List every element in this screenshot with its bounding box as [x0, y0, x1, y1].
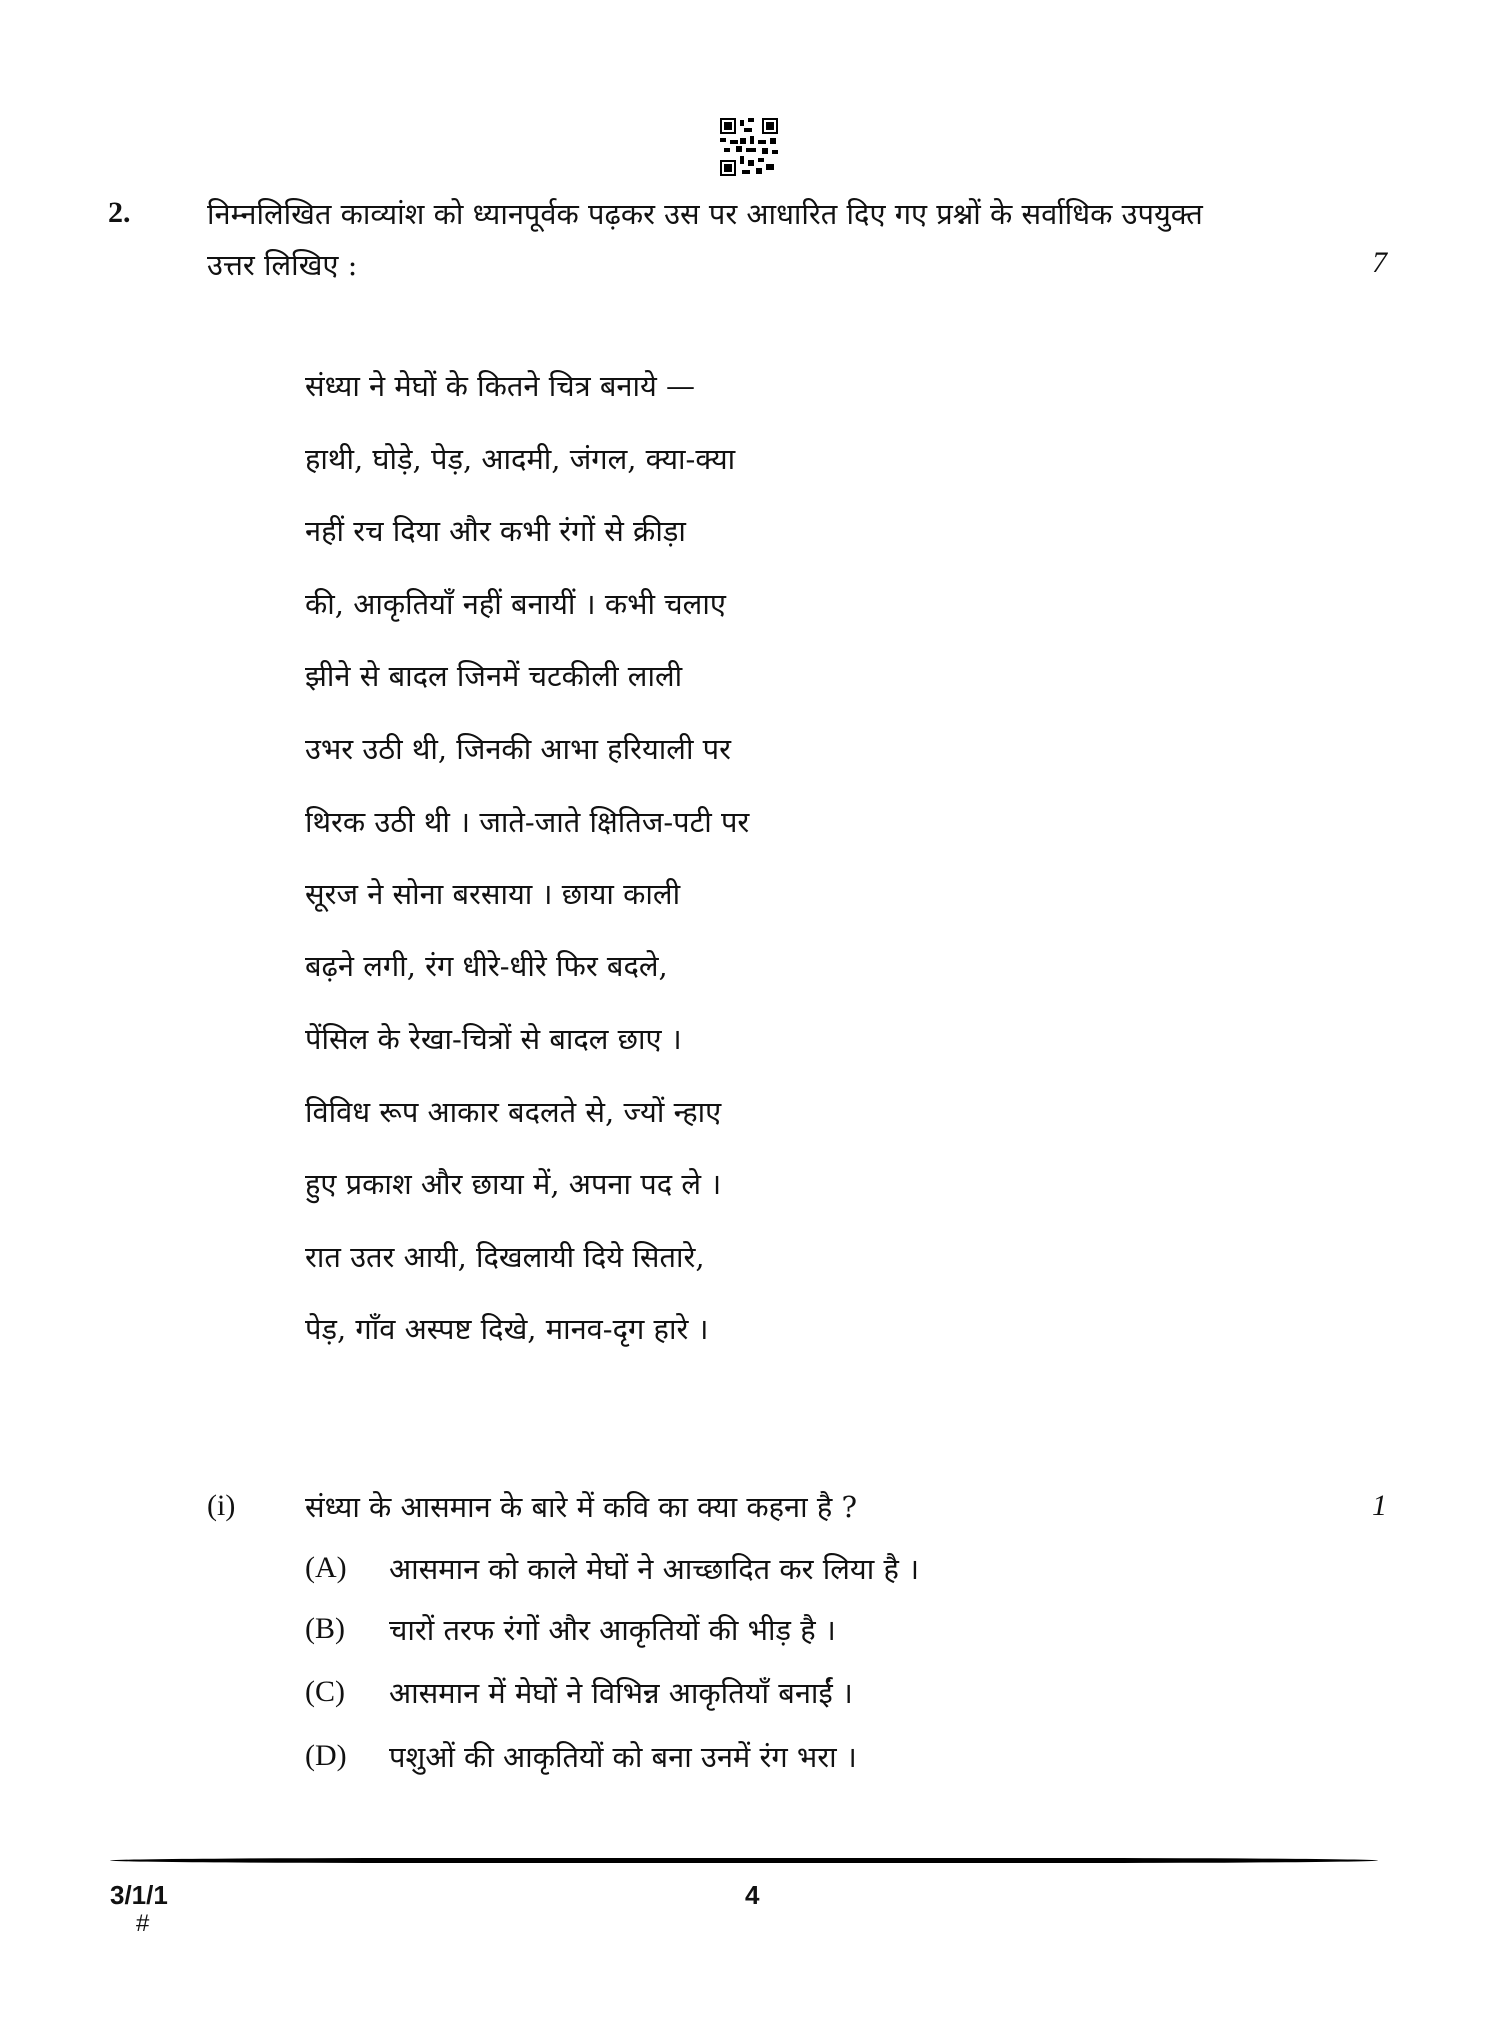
option-text: आसमान में मेघों ने विभिन्न आकृतियाँ बनाईं ।: [389, 1676, 853, 1710]
question-instruction-line1: निम्नलिखित काव्यांश को ध्यानपूर्वक पढ़कर उस पर आधारित दिए गए प्रश्नों के सर्वाधिक उपयुक्त: [207, 197, 1203, 231]
option-label: (C): [305, 1675, 345, 1708]
poem-line: हुए प्रकाश और छाया में, अपना पद ले ।: [305, 1167, 722, 1201]
poem-line: झीने से बादल जिनमें चटकीली लाली: [305, 659, 683, 693]
question-instruction-line2: उत्तर लिखिए :: [207, 248, 358, 282]
poem-line: नहीं रच दिया और कभी रंगों से क्रीड़ा: [305, 514, 686, 548]
footer-divider: [110, 1858, 1378, 1863]
question-number: 2.: [108, 196, 131, 229]
poem-line: पेड़, गाँव अस्पष्ट दिखे, मानव-दृग हारे ।: [305, 1312, 709, 1346]
poem-line: सूरज ने सोना बरसाया । छाया काली: [305, 877, 681, 911]
poem-line: विविध रूप आकार बदलते से, ज्यों न्हाए: [305, 1095, 722, 1129]
poem-line: थिरक उठी थी । जाते-जाते क्षितिज-पटी पर: [305, 805, 750, 839]
page-number: 4: [745, 1880, 760, 1910]
sub-question-marks: 1: [1372, 1489, 1387, 1522]
option-label: (A): [305, 1551, 347, 1584]
qr-code-icon: [720, 118, 778, 176]
option-text: चारों तरफ रंगों और आकृतियों की भीड़ है ।: [389, 1613, 836, 1647]
option-label: (B): [305, 1612, 345, 1645]
hash-mark: #: [136, 1910, 150, 1937]
poem-line: पेंसिल के रेखा-चित्रों से बादल छाए ।: [305, 1022, 682, 1056]
poem-line: की, आकृतियाँ नहीं बनायीं । कभी चलाए: [305, 587, 726, 621]
option-text: आसमान को काले मेघों ने आच्छादित कर लिया है ।: [389, 1552, 920, 1586]
paper-code: 3/1/1: [110, 1880, 168, 1910]
option-label: (D): [305, 1739, 347, 1772]
sub-question-number: (i): [207, 1489, 236, 1522]
question-marks: 7: [1372, 246, 1387, 279]
poem-line: संध्या ने मेघों के कितने चित्र बनाये —: [305, 369, 696, 403]
option-text: पशुओं की आकृतियों को बना उनमें रंग भरा ।: [389, 1740, 857, 1774]
sub-question-text: संध्या के आसमान के बारे में कवि का क्या कहना है ?: [305, 1490, 858, 1524]
poem-line: बढ़ने लगी, रंग धीरे-धीरे फिर बदले,: [305, 949, 668, 983]
poem-line: हाथी, घोड़े, पेड़, आदमी, जंगल, क्या-क्या: [305, 442, 736, 476]
poem-line: रात उतर आयी, दिखलायी दिये सितारे,: [305, 1240, 705, 1274]
poem-line: उभर उठी थी, जिनकी आभा हरियाली पर: [305, 732, 732, 766]
